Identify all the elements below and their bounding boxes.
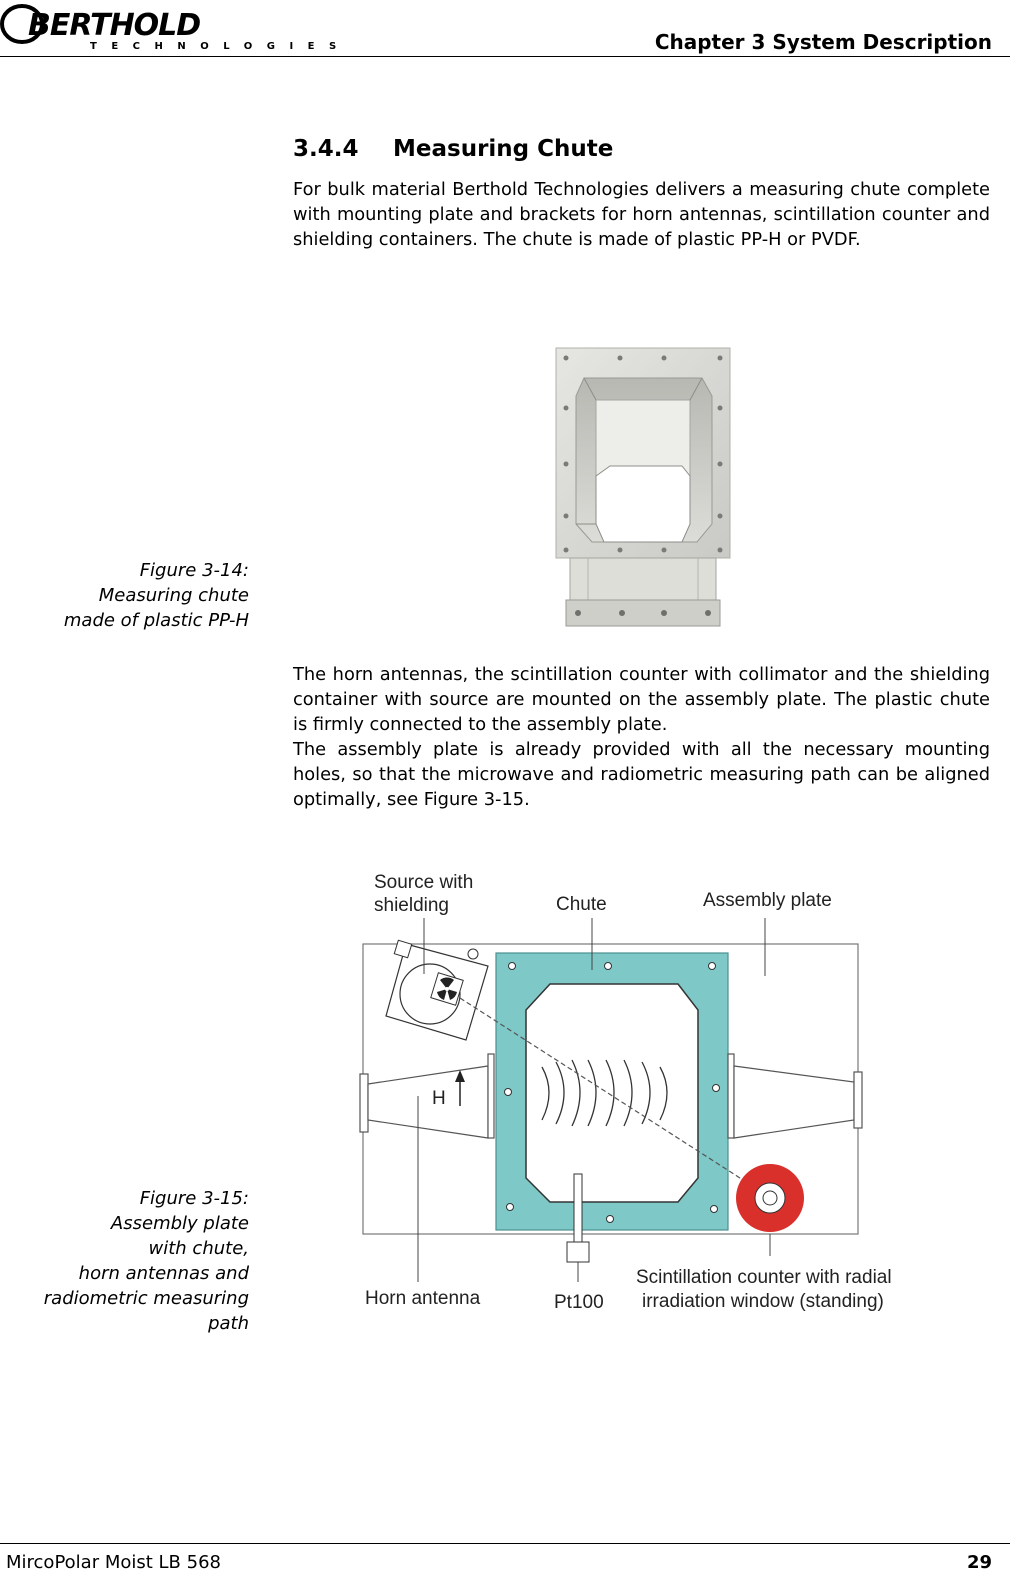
footer-divider — [0, 1543, 1010, 1544]
logo-subtitle: TECHNOLOGIES — [90, 41, 351, 52]
logo-wordmark: BERTHOLD — [28, 8, 201, 43]
label-assembly-plate: Assembly plate — [703, 890, 832, 911]
caption-line: with chute, — [148, 1238, 249, 1259]
header-divider — [0, 56, 1010, 57]
caption-line: path — [208, 1313, 249, 1334]
page-number: 29 — [966, 1552, 992, 1573]
assembly-plate-diagram — [360, 862, 920, 1322]
caption-label: Figure 3-14: — [139, 560, 249, 581]
berthold-logo — [0, 2, 351, 52]
section-heading — [293, 136, 613, 162]
label-horn-antenna: Horn antenna — [365, 1288, 481, 1309]
caption-line: horn antennas and — [78, 1263, 249, 1284]
label-h: H — [432, 1088, 446, 1109]
caption-line: made of plastic PP-H — [63, 610, 249, 631]
label-scintillation-line2: irradiation window (standing) — [642, 1291, 884, 1312]
figure-3-15-caption — [44, 1186, 249, 1336]
figure-3-14-caption — [64, 558, 249, 633]
label-pt100: Pt100 — [554, 1292, 604, 1313]
label-chute: Chute — [556, 894, 607, 915]
intro-paragraph: For bulk material Berthold Technologies delivers a measuring chute complete with mounting plate and brackets for horn antennas, scintillation counter and shielding containers. The chute is made of plastic PP-H or PVDF. — [293, 179, 990, 250]
mounting-paragraph: The horn antennas, the scintillation counter with collimator and the shielding container with source are mounted on the assembly plate. The plastic chute is firmly connected to the assembly plate. — [293, 664, 990, 735]
caption-line: Measuring chute — [98, 585, 249, 606]
chapter-title: Chapter 3 System Description — [654, 30, 992, 54]
caption-line: Assembly plate — [110, 1213, 249, 1234]
label-source-line1: Source with — [374, 872, 474, 893]
measuring-chute-photo — [552, 346, 732, 631]
label-source-line2: shielding — [374, 895, 449, 916]
section-number: 3.4.4 — [293, 136, 359, 162]
footer-product: MircoPolar Moist LB 568 — [6, 1552, 221, 1573]
caption-line: radiometric measuring — [43, 1288, 249, 1309]
label-scintillation-line1: Scintillation counter with radial — [636, 1267, 892, 1288]
chute-opening — [526, 984, 698, 1202]
alignment-paragraph: The assembly plate is already provided with all the necessary mounting holes, so that the microwave and radiometric measuring path can be aligned optimally, see Figure 3-15. — [293, 739, 990, 810]
scintillation-counter — [736, 1164, 804, 1232]
section-title: Measuring Chute — [393, 136, 614, 162]
caption-label: Figure 3-15: — [139, 1188, 249, 1209]
